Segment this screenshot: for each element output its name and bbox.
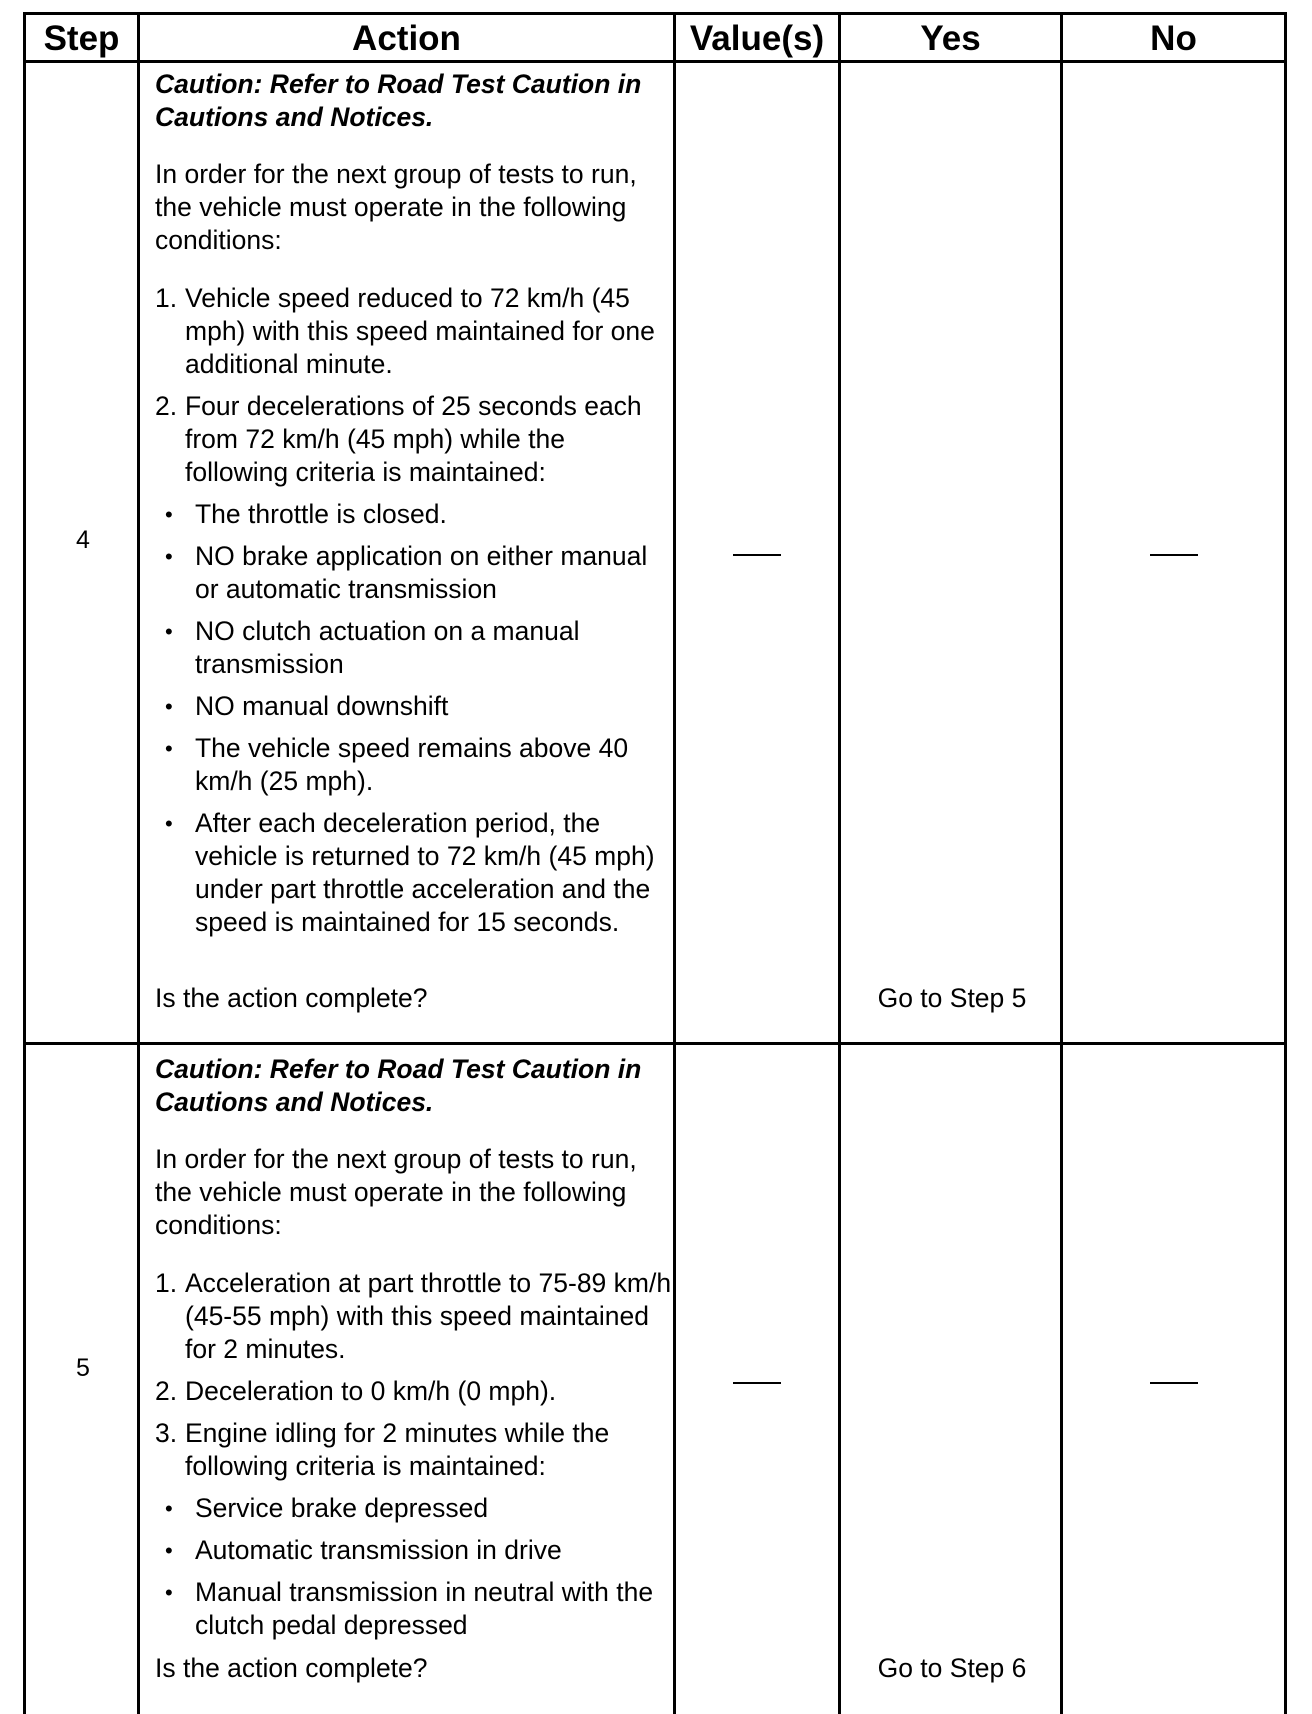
intro-text: In order for the next group of tests to run, the vehicle must operate in the following conditions:	[155, 159, 637, 255]
caution-text: Caution: Refer to Road Test Caution in Cautions and Notices.	[155, 1054, 642, 1117]
header-values: Value(s)	[689, 18, 825, 58]
list-item: 2. Deceleration to 0 km/h (0 mph).	[155, 1376, 557, 1406]
intro-text: In order for the next group of tests to run, the vehicle must operate in the following conditions:	[155, 1144, 637, 1240]
list-item: 2. Four decelerations of 25 seconds each from 72 km/h (45 mph) while the following criteria is maintained: • The throttle is closed. • NO brake application on either manual or automatic transmission • NO clutch actuation on a manual transmission • NO manual downshift • The vehicle speed remains above 40 km/h (25 mph). • After each deceleration period, the vehicle is returned to 72 km/h (45 mph) under part throttle acceleration and the speed is maintained for 15 seconds.	[155, 390, 675, 939]
yes-result: Go to Step 6	[877, 1653, 1027, 1683]
question-text: Is the action complete?	[155, 1653, 428, 1683]
list-item: 3. Engine idling for 2 minutes while the following criteria is maintained: • Service brake depressed • Automatic transmission in drive • Manual transmission in neutral with the clutch pedal depressed	[155, 1417, 675, 1642]
value-dash	[733, 554, 781, 556]
list-item: • After each deceleration period, the vehicle is returned to 72 km/h (45 mph) under part throttle acceleration and the speed is maintained for 15 seconds.	[165, 808, 655, 937]
list-item: • NO brake application on either manual or automatic transmission	[165, 541, 648, 604]
list-item: • The vehicle speed remains above 40 km/h (25 mph).	[165, 733, 629, 796]
action-cell	[155, 68, 675, 948]
question-text: Is the action complete?	[155, 983, 428, 1013]
no-dash	[1150, 554, 1198, 556]
list-item: • The throttle is closed.	[165, 499, 447, 529]
list-item: • Service brake depressed	[165, 1493, 489, 1523]
value-dash	[733, 1382, 781, 1384]
criteria-list	[155, 1492, 675, 1642]
list-item: • NO clutch actuation on a manual transmission	[165, 616, 580, 679]
action-cell	[155, 1053, 675, 1651]
yes-result: Go to Step 5	[877, 983, 1027, 1013]
condition-list	[155, 1267, 675, 1642]
step-number: 5	[76, 1354, 90, 1382]
row-divider	[23, 1042, 1287, 1045]
list-item: • Automatic transmission in drive	[165, 1535, 562, 1565]
column-divider	[838, 12, 841, 1714]
header-action: Action	[352, 18, 461, 58]
header-yes: Yes	[920, 18, 981, 58]
caution-text: Caution: Refer to Road Test Caution in Cautions and Notices.	[155, 69, 642, 132]
step-number: 4	[76, 526, 90, 554]
criteria-list	[155, 498, 675, 939]
no-dash	[1150, 1382, 1198, 1384]
condition-list	[155, 282, 675, 939]
header-no: No	[1150, 18, 1197, 58]
list-item: 1. Acceleration at part throttle to 75-89 km/h (45-55 mph) with this speed maintained for 2 minutes.	[155, 1268, 672, 1364]
list-item: 1. Vehicle speed reduced to 72 km/h (45 mph) with this speed maintained for one additional minute.	[155, 283, 655, 379]
column-divider	[137, 12, 140, 1714]
list-item: • NO manual downshift	[165, 691, 449, 721]
list-item: • Manual transmission in neutral with the clutch pedal depressed	[165, 1577, 654, 1640]
column-divider	[1060, 12, 1063, 1714]
header-step: Step	[43, 18, 120, 58]
